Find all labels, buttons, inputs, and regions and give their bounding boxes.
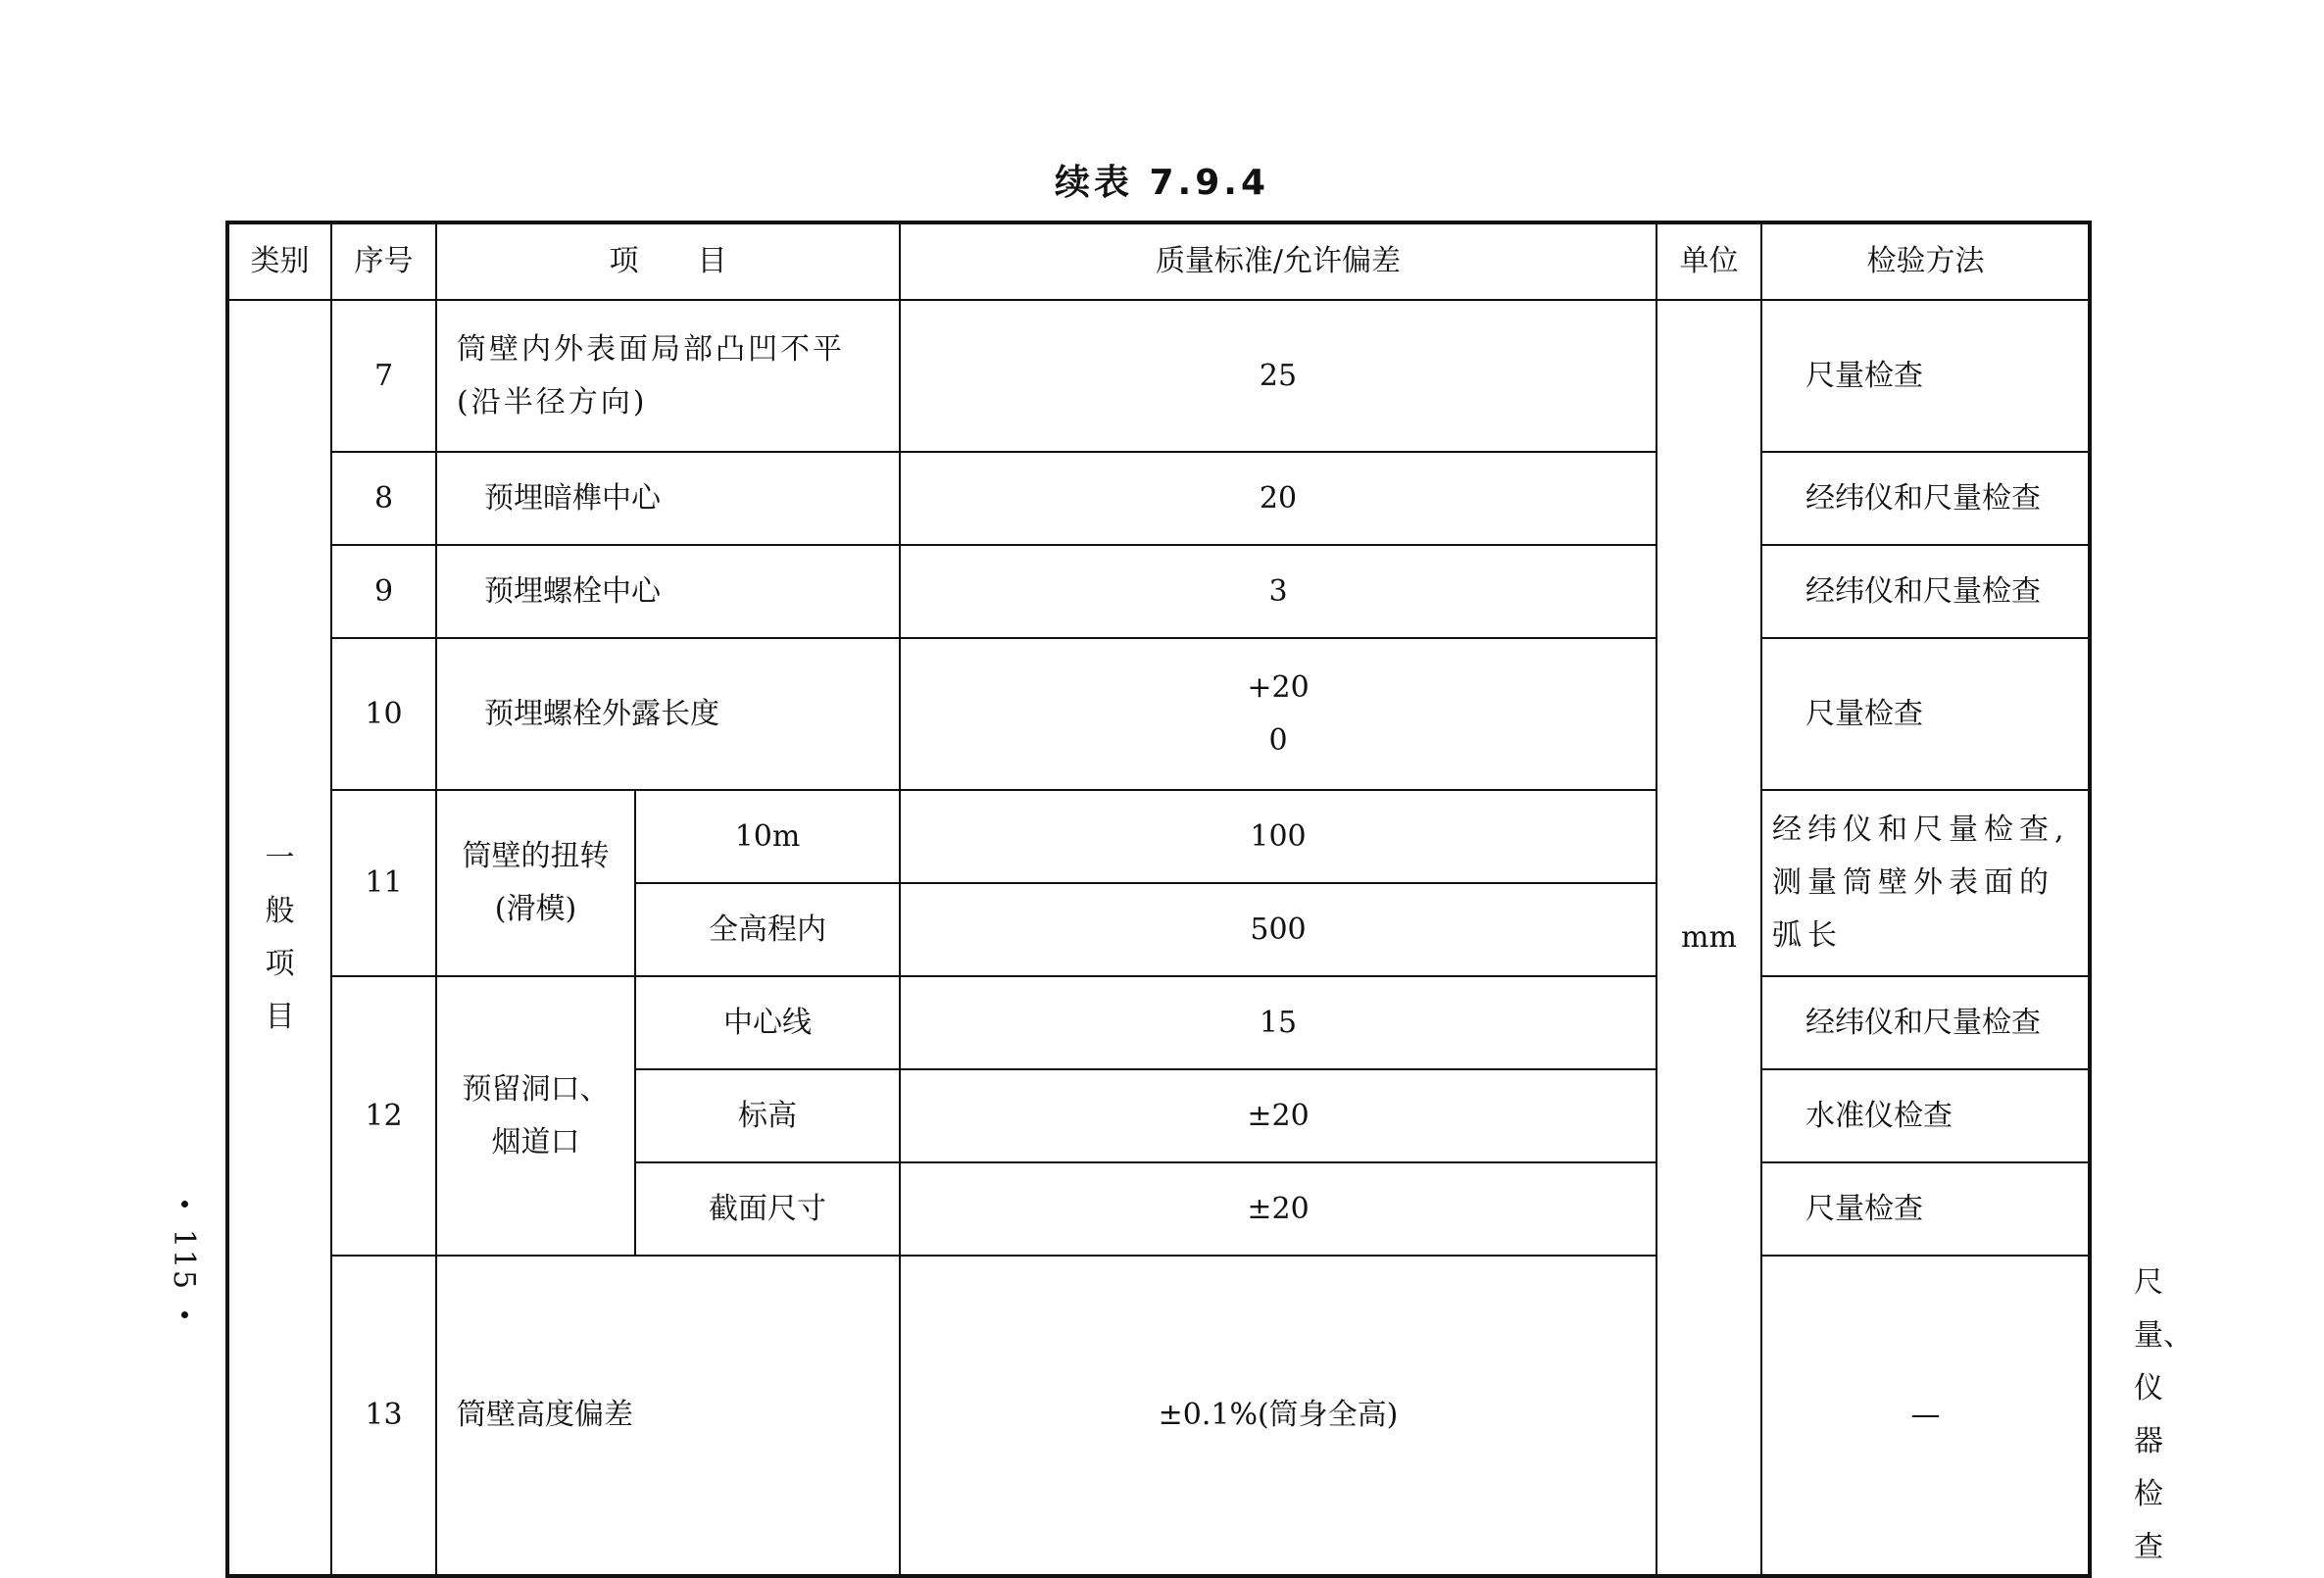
- standard-cell: 3: [900, 545, 1656, 638]
- table-title: 续表 7.9.4: [1054, 163, 1270, 203]
- method-cell: 经纬仪和尺量检查: [1761, 976, 2090, 1069]
- table-row: [227, 976, 2090, 1069]
- standard-upper: +20: [1247, 669, 1310, 705]
- seq-cell: 13: [331, 1256, 436, 1576]
- header-category: 类别: [227, 222, 331, 300]
- page-number-text: 115: [167, 1228, 202, 1291]
- header-row: [227, 222, 2090, 300]
- table-row: [227, 300, 2090, 452]
- item-cell: 预留洞口、烟道口: [436, 976, 635, 1256]
- standard-cell: ±0.1%(筒身全高): [900, 1256, 1656, 1576]
- item-cell: 预埋螺栓中心: [436, 545, 900, 638]
- method-cell: 经纬仪和尺量检查: [1761, 452, 2090, 545]
- item-cell: 预埋暗榫中心: [436, 452, 900, 545]
- header-item: 项 目: [436, 222, 900, 300]
- item-cell: 筒壁高度偏差: [436, 1256, 900, 1576]
- standard-cell: [900, 638, 1656, 790]
- page-dot-bottom: [181, 1311, 188, 1318]
- method-cell: 经纬仪和尺量检查,测量筒壁外表面的弧长: [1761, 790, 2090, 976]
- method-cell: 尺量检查: [1761, 300, 2090, 452]
- quality-standard-table: [225, 221, 2193, 1578]
- standard-cell: 15: [900, 976, 1656, 1069]
- method-cell: 水准仪检查: [1761, 1069, 2090, 1162]
- method-cell: 经纬仪和尺量检查: [1761, 545, 2090, 638]
- unit-cell: —: [1761, 1256, 2090, 1576]
- item-cell: 预埋螺栓外露长度: [436, 638, 900, 790]
- standard-cell: 20: [900, 452, 1656, 545]
- sub-item-cell: 截面尺寸: [635, 1162, 900, 1256]
- item-cell: 筒壁内外表面局部凸凹不平(沿半径方向): [436, 300, 900, 452]
- standard-lower: 0: [1268, 722, 1288, 758]
- table-row: [227, 790, 2090, 883]
- unit-mm-cell: mm: [1656, 300, 1761, 1576]
- seq-cell: 8: [331, 452, 436, 545]
- header-seq: 序号: [331, 222, 436, 300]
- seq-cell: 11: [331, 790, 436, 976]
- seq-cell: 10: [331, 638, 436, 790]
- header-unit: 单位: [1656, 222, 1761, 300]
- sub-item-cell: 10m: [635, 790, 900, 883]
- standard-cell: 25: [900, 300, 1656, 452]
- sub-item-cell: 全高程内: [635, 883, 900, 976]
- item-cell: 筒壁的扭转(滑模): [436, 790, 635, 976]
- page-dot-top: [181, 1201, 188, 1208]
- method-cell: 尺量检查: [1761, 1162, 2090, 1256]
- table-row: 13 筒壁高度偏差 ±0.1%(筒身全高) — 尺量、仪器检查: [227, 1256, 2090, 1576]
- method-cell: 尺量检查: [1761, 638, 2090, 790]
- category-cell: 一 般 项 目: [227, 300, 331, 1576]
- seq-cell: 12: [331, 976, 436, 1256]
- standard-cell: ±20: [900, 1069, 1656, 1162]
- standard-cell: ±20: [900, 1162, 1656, 1256]
- table-row: [227, 545, 2090, 638]
- standard-cell: 100: [900, 790, 1656, 883]
- header-standard: 质量标准/允许偏差: [900, 222, 1656, 300]
- header-method: 检验方法: [1761, 222, 2090, 300]
- sub-item-cell: 标高: [635, 1069, 900, 1162]
- sub-item-cell: 中心线: [635, 976, 900, 1069]
- seq-cell: 9: [331, 545, 436, 638]
- seq-cell: 7: [331, 300, 436, 452]
- standard-cell: 500: [900, 883, 1656, 976]
- table-row: [227, 452, 2090, 545]
- table-row: [227, 638, 2090, 790]
- page-number: [155, 1201, 214, 1318]
